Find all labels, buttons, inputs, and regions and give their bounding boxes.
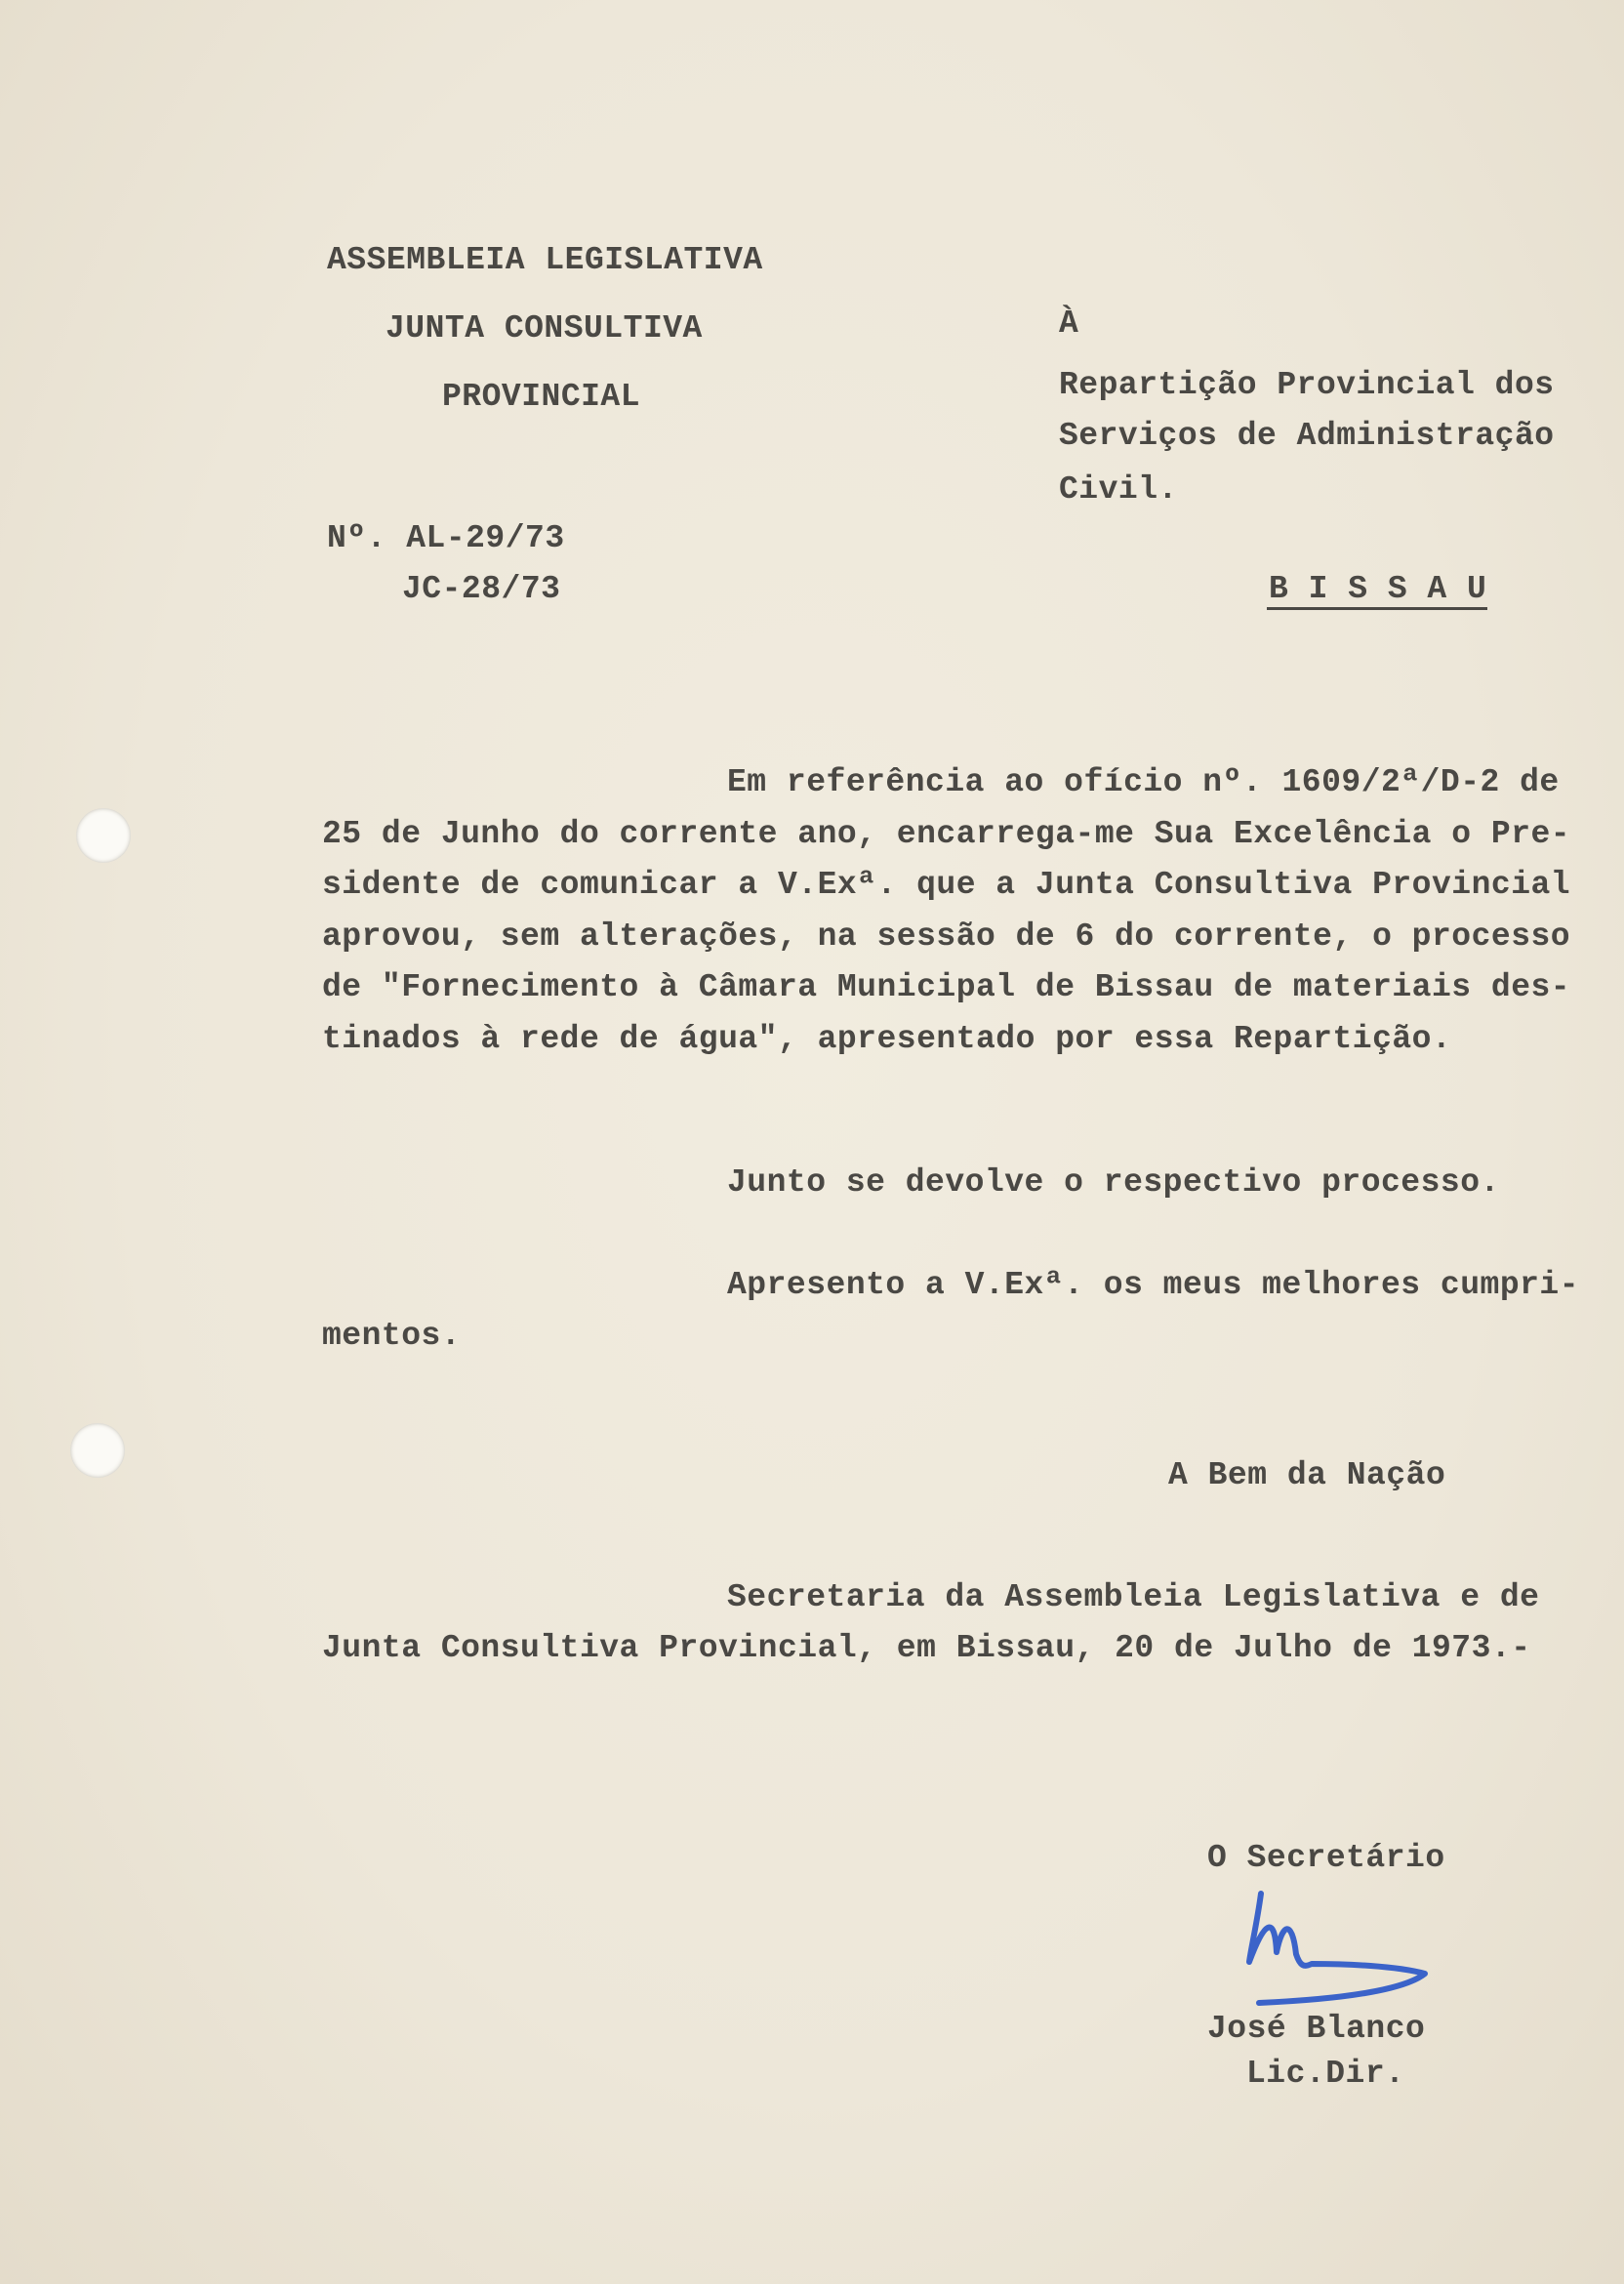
body-p1-line-1: Em referência ao ofício nº. 1609/2ª/D-2 de xyxy=(727,764,1560,800)
body-p3-line-2: mentos. xyxy=(322,1318,462,1354)
body-p1-line-4: aprovou, sem alterações, na sessão de 6 do corrente, o processo xyxy=(322,918,1571,955)
addressee-prefix: À xyxy=(1059,306,1079,342)
punch-hole-bottom xyxy=(70,1423,125,1478)
sender-line-1: ASSEMBLEIA LEGISLATIVA xyxy=(327,242,763,278)
addressee-line-3: Civil. xyxy=(1059,471,1178,508)
signature-stroke xyxy=(1249,1894,1425,2003)
addressee-city: B I S S A U xyxy=(1269,571,1487,607)
addressee-line-1: Repartição Provincial dos xyxy=(1059,367,1555,403)
addressee-line-2: Serviços de Administração xyxy=(1059,418,1555,454)
sender-line-2: JUNTA CONSULTIVA xyxy=(386,310,703,347)
body-p1-line-2: 25 de Junho do corrente ano, encarrega-me Sua Excelência o Pre- xyxy=(322,816,1571,852)
body-p1-line-3: sidente de comunicar a V.Exª. que a Junta Consultiva Provincial xyxy=(322,867,1571,903)
body-p1-line-6: tinados à rede de água", apresentado por essa Repartição. xyxy=(322,1021,1452,1057)
closing-salutation: A Bem da Nação xyxy=(1168,1457,1446,1493)
reference-number-2: JC-28/73 xyxy=(402,571,561,607)
body-p1-line-5: de "Fornecimento à Câmara Municipal de Bissau de materiais des- xyxy=(322,969,1571,1005)
handwritten-signature xyxy=(1210,1884,1444,2030)
body-p3-line-1: Apresento a V.Exª. os meus melhores cumpri- xyxy=(727,1267,1580,1303)
signatory-name: José Blanco xyxy=(1207,2011,1426,2047)
closing-place-date-1: Secretaria da Assembleia Legislativa e de xyxy=(727,1579,1540,1615)
signature-title: O Secretário xyxy=(1207,1840,1445,1876)
city-underline xyxy=(1267,607,1487,610)
signatory-credential: Lic.Dir. xyxy=(1246,2056,1405,2092)
punch-hole-top xyxy=(76,808,131,863)
sender-line-3: PROVINCIAL xyxy=(442,379,641,415)
body-p2: Junto se devolve o respectivo processo. xyxy=(727,1164,1500,1201)
closing-place-date-2: Junta Consultiva Provincial, em Bissau, 20 de Julho de 1973.- xyxy=(322,1630,1531,1666)
reference-number-1: Nº. AL-29/73 xyxy=(327,520,565,556)
